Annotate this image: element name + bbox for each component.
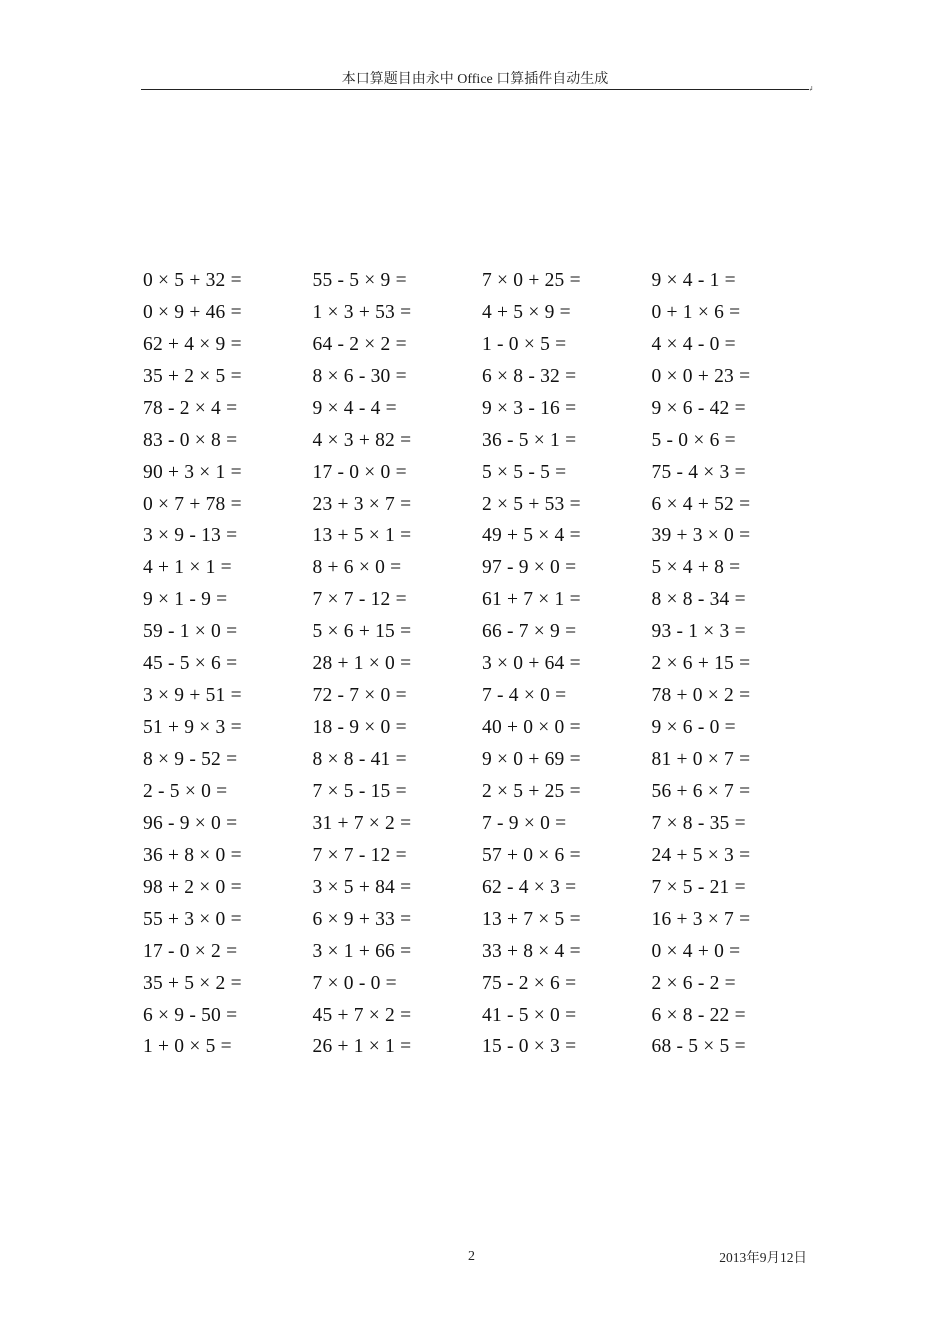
problem-item: 2 × 6 - 2 =: [651, 972, 736, 994]
problem-item: 4 + 1 × 1 =: [143, 557, 232, 579]
problem-item: 3 × 9 - 13 =: [143, 525, 238, 547]
problem-item: 72 - 7 × 0 =: [312, 685, 407, 707]
problem-item: 28 + 1 × 0 =: [312, 653, 412, 675]
paragraph-mark-icon: ↲: [808, 85, 814, 93]
problem-item: 51 + 9 × 3 =: [143, 717, 242, 739]
problem-item: 18 - 9 × 0 =: [312, 717, 407, 739]
problem-item: 98 + 2 × 0 =: [143, 876, 242, 898]
problem-item: 33 + 8 × 4 =: [482, 940, 581, 962]
problem-item: 0 × 7 + 78 =: [143, 493, 242, 515]
problem-item: 96 - 9 × 0 =: [143, 812, 238, 834]
problem-row: [143, 616, 823, 648]
problem-item: 41 - 5 × 0 =: [482, 1004, 577, 1026]
problem-item: 57 + 0 × 6 =: [482, 844, 581, 866]
problem-item: 55 + 3 × 0 =: [143, 908, 242, 930]
problem-item: 8 × 9 - 52 =: [143, 749, 238, 771]
problem-row: [143, 425, 823, 457]
problem-item: 7 × 0 - 0 =: [312, 972, 397, 994]
problem-item: 9 × 4 - 4 =: [312, 397, 397, 419]
problem-item: 8 × 8 - 34 =: [651, 589, 746, 611]
problem-item: 97 - 9 × 0 =: [482, 557, 577, 579]
problem-row: [143, 329, 823, 361]
problem-item: 93 - 1 × 3 =: [651, 621, 746, 643]
problem-row: [143, 648, 823, 680]
problem-row: [143, 776, 823, 808]
problem-item: 5 - 0 × 6 =: [651, 429, 736, 451]
page-date: 2013年9月12日: [719, 1250, 807, 1265]
problem-item: 45 + 7 × 2 =: [312, 1004, 412, 1026]
problem-item: 31 + 7 × 2 =: [312, 812, 412, 834]
problem-item: 1 + 0 × 5 =: [143, 1036, 232, 1058]
problem-item: 40 + 0 × 0 =: [482, 717, 581, 739]
problem-item: 59 - 1 × 0 =: [143, 621, 238, 643]
problem-row: [143, 872, 823, 904]
problem-row: [143, 808, 823, 840]
problem-row: [143, 744, 823, 776]
page-header-title: 本口算题目由永中 Office 口算插件自动生成: [341, 72, 609, 87]
problem-item: 62 - 4 × 3 =: [482, 876, 577, 898]
problem-row: [143, 1000, 823, 1032]
problem-row: [143, 968, 823, 1000]
problem-item: 64 - 2 × 2 =: [312, 333, 407, 355]
problem-item: 17 - 0 × 0 =: [312, 461, 407, 483]
problem-item: 66 - 7 × 9 =: [482, 621, 577, 643]
problem-item: 6 × 8 - 32 =: [482, 365, 577, 387]
problem-item: 81 + 0 × 7 =: [651, 749, 751, 771]
problem-item: 35 + 5 × 2 =: [143, 972, 242, 994]
problem-item: 7 × 8 - 35 =: [651, 812, 746, 834]
problem-item: 8 × 6 - 30 =: [312, 365, 407, 387]
problem-row: [143, 680, 823, 712]
problem-item: 7 × 5 - 21 =: [651, 876, 746, 898]
problem-item: 1 × 3 + 53 =: [312, 301, 412, 323]
problem-item: 61 + 7 × 1 =: [482, 589, 581, 611]
problem-item: 6 × 8 - 22 =: [651, 1004, 746, 1026]
problem-item: 0 × 0 + 23 =: [651, 365, 751, 387]
problem-item: 9 × 4 - 1 =: [651, 269, 736, 291]
problem-item: 3 × 1 + 66 =: [312, 940, 412, 962]
problem-item: 8 × 8 - 41 =: [312, 749, 407, 771]
problem-item: 13 + 5 × 1 =: [312, 525, 412, 547]
problem-item: 15 - 0 × 3 =: [482, 1036, 577, 1058]
problem-row: [143, 393, 823, 425]
problem-row: [143, 297, 823, 329]
arithmetic-problem-grid: [143, 265, 823, 1063]
problem-item: 6 × 9 - 50 =: [143, 1004, 238, 1026]
problem-item: 6 × 9 + 33 =: [312, 908, 412, 930]
problem-item: 83 - 0 × 8 =: [143, 429, 238, 451]
problem-item: 26 + 1 × 1 =: [312, 1036, 412, 1058]
problem-item: 75 - 2 × 6 =: [482, 972, 577, 994]
problem-item: 0 × 4 + 0 =: [651, 940, 741, 962]
problem-row: [143, 712, 823, 744]
problem-item: 78 - 2 × 4 =: [143, 397, 238, 419]
page-number: 2: [468, 1249, 475, 1264]
problem-item: 5 × 6 + 15 =: [312, 621, 412, 643]
problem-item: 7 - 9 × 0 =: [482, 812, 567, 834]
problem-item: 7 × 7 - 12 =: [312, 844, 407, 866]
problem-item: 2 × 5 + 25 =: [482, 780, 581, 802]
problem-item: 36 + 8 × 0 =: [143, 844, 242, 866]
problem-item: 45 - 5 × 6 =: [143, 653, 238, 675]
problem-row: [143, 584, 823, 616]
problem-item: 4 × 3 + 82 =: [312, 429, 412, 451]
problem-row: [143, 457, 823, 489]
header-rule: [141, 89, 809, 90]
problem-row: [143, 552, 823, 584]
problem-item: 90 + 3 × 1 =: [143, 461, 242, 483]
problem-item: 2 × 5 + 53 =: [482, 493, 581, 515]
problem-item: 68 - 5 × 5 =: [651, 1036, 746, 1058]
problem-item: 8 + 6 × 0 =: [312, 557, 402, 579]
problem-item: 35 + 2 × 5 =: [143, 365, 242, 387]
problem-row: [143, 489, 823, 521]
problem-item: 49 + 5 × 4 =: [482, 525, 581, 547]
problem-item: 5 × 4 + 8 =: [651, 557, 741, 579]
problem-item: 2 - 5 × 0 =: [143, 780, 228, 802]
problem-row: [143, 936, 823, 968]
problem-row: [143, 521, 823, 553]
problem-item: 3 × 5 + 84 =: [312, 876, 412, 898]
problem-row: [143, 840, 823, 872]
problem-item: 9 × 6 - 42 =: [651, 397, 746, 419]
problem-item: 7 - 4 × 0 =: [482, 685, 567, 707]
problem-item: 75 - 4 × 3 =: [651, 461, 746, 483]
problem-item: 3 × 9 + 51 =: [143, 685, 242, 707]
problem-item: 4 × 4 - 0 =: [651, 333, 736, 355]
problem-item: 9 × 6 - 0 =: [651, 717, 736, 739]
problem-item: 78 + 0 × 2 =: [651, 685, 751, 707]
problem-item: 9 × 3 - 16 =: [482, 397, 577, 419]
problem-row: [143, 904, 823, 936]
problem-item: 36 - 5 × 1 =: [482, 429, 577, 451]
problem-item: 7 × 7 - 12 =: [312, 589, 407, 611]
problem-item: 0 × 5 + 32 =: [143, 269, 242, 291]
problem-item: 39 + 3 × 0 =: [651, 525, 751, 547]
problem-item: 23 + 3 × 7 =: [312, 493, 412, 515]
problem-item: 5 × 5 - 5 =: [482, 461, 567, 483]
problem-item: 56 + 6 × 7 =: [651, 780, 751, 802]
problem-item: 7 × 0 + 25 =: [482, 269, 581, 291]
problem-item: 2 × 6 + 15 =: [651, 653, 751, 675]
problem-item: 24 + 5 × 3 =: [651, 844, 751, 866]
problem-row: [143, 1032, 823, 1064]
problem-item: 1 - 0 × 5 =: [482, 333, 567, 355]
problem-row: [143, 361, 823, 393]
problem-item: 6 × 4 + 52 =: [651, 493, 751, 515]
problem-item: 0 × 9 + 46 =: [143, 301, 242, 323]
problem-item: 55 - 5 × 9 =: [312, 269, 407, 291]
problem-item: 3 × 0 + 64 =: [482, 653, 581, 675]
problem-item: 13 + 7 × 5 =: [482, 908, 581, 930]
problem-row: [143, 265, 823, 297]
problem-item: 0 + 1 × 6 =: [651, 301, 741, 323]
problem-item: 4 + 5 × 9 =: [482, 301, 571, 323]
problem-item: 17 - 0 × 2 =: [143, 940, 238, 962]
problem-item: 9 × 1 - 9 =: [143, 589, 228, 611]
problem-item: 9 × 0 + 69 =: [482, 749, 581, 771]
problem-item: 16 + 3 × 7 =: [651, 908, 751, 930]
problem-item: 7 × 5 - 15 =: [312, 780, 407, 802]
problem-item: 62 + 4 × 9 =: [143, 333, 242, 355]
